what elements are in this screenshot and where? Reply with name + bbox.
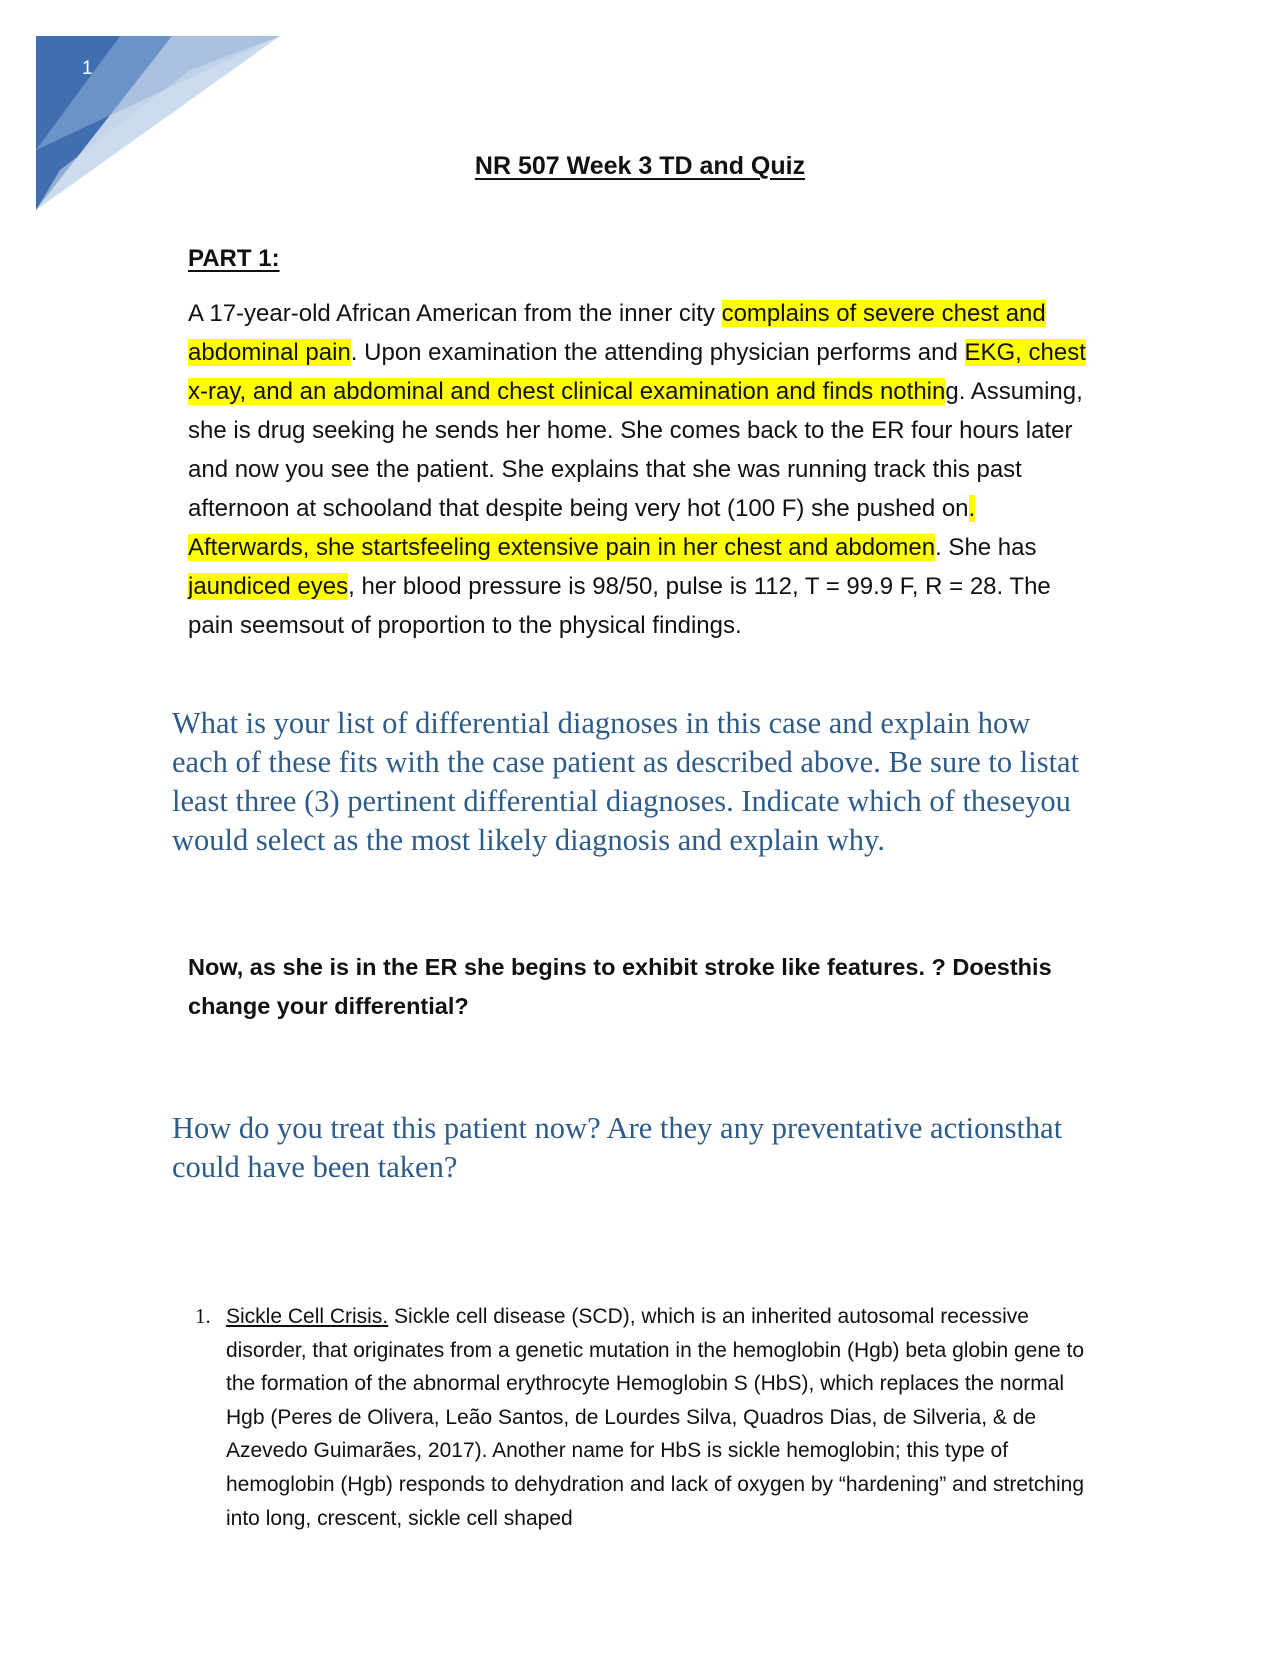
document-title-text: NR 507 Week 3 TD and Quiz <box>474 152 806 180</box>
case-text-run: g. Assuming, she is drug seeking he sends her home. She comes back to the ER four hours later and now you see the patient. She explains that she was running track this past afternoon at schooland that despite being very hot (100 F) she pushed on <box>188 378 1083 522</box>
case-text-run: A 17-year-old African American from the inner city <box>188 300 722 327</box>
part-heading: PART 1: <box>188 245 280 272</box>
case-text-run: , her blood pressure is 98/50, pulse is 112, T = 99.9 F, R = 28. The pain seemsout of proportion to the physical findings. <box>188 573 1051 639</box>
list-item <box>195 1300 1095 1535</box>
treatment-question: How do you treat this patient now? Are they any preventative actionsthat could have been taken? <box>172 1111 1063 1184</box>
case-text-run: . Upon examination the attending physician performs and <box>350 339 965 366</box>
highlighted-text: EKG, chest x-ray, and an abdominal and chest clinical examination and finds nothin <box>188 339 1086 405</box>
document-title <box>0 152 1280 181</box>
list-item-body <box>226 1300 1095 1535</box>
highlighted-text: jaundiced eyes <box>188 573 349 600</box>
list-item-text: Sickle cell disease (SCD), which is an inherited autosomal recessive disorder, that originates from a genetic mutation in the hemoglobin (Hgb) beta globin gene to the formation of the abnormal erythrocyte Hemoglobin S (HbS), which replaces the normal Hgb (Peres de Olivera, Leão Santos, de Lourdes Silva, Quadros Dias, de Silveria, & de Azevedo Guimarães, 2017). Another name for HbS is sickle hemoglobin; this type of hemoglobin (Hgb) responds to dehydration and lack of oxygen by “hardening” and stretching into long, crescent, sickle cell shaped <box>226 1305 1085 1530</box>
case-description <box>188 294 1088 645</box>
differential-question: What is your list of differential diagnoses in this case and explain how each of these fits with the case patient as described above. Be sure to listat least three (3) pertinent differential diagnoses. Indicate which of theseyou would select as the most likely diagnosis and explain why. <box>172 706 1080 857</box>
page-corner-decoration <box>0 0 300 220</box>
answer-list <box>195 1300 1095 1535</box>
highlighted-text: complains of severe chest and abdominal pain <box>188 300 1046 366</box>
stroke-question: Now, as she is in the ER she begins to exhibit stroke like features. ? Doesthis change your differential? <box>188 954 1052 1019</box>
page-number: 1 <box>82 58 93 79</box>
highlighted-text: . Afterwards, she startsfeeling extensive pain in her chest and abdomen <box>188 495 976 561</box>
case-text-run: . She has <box>935 534 1037 561</box>
list-item-title: Sickle Cell Crisis. <box>226 1305 389 1328</box>
list-item-number: 1. <box>195 1304 211 1328</box>
